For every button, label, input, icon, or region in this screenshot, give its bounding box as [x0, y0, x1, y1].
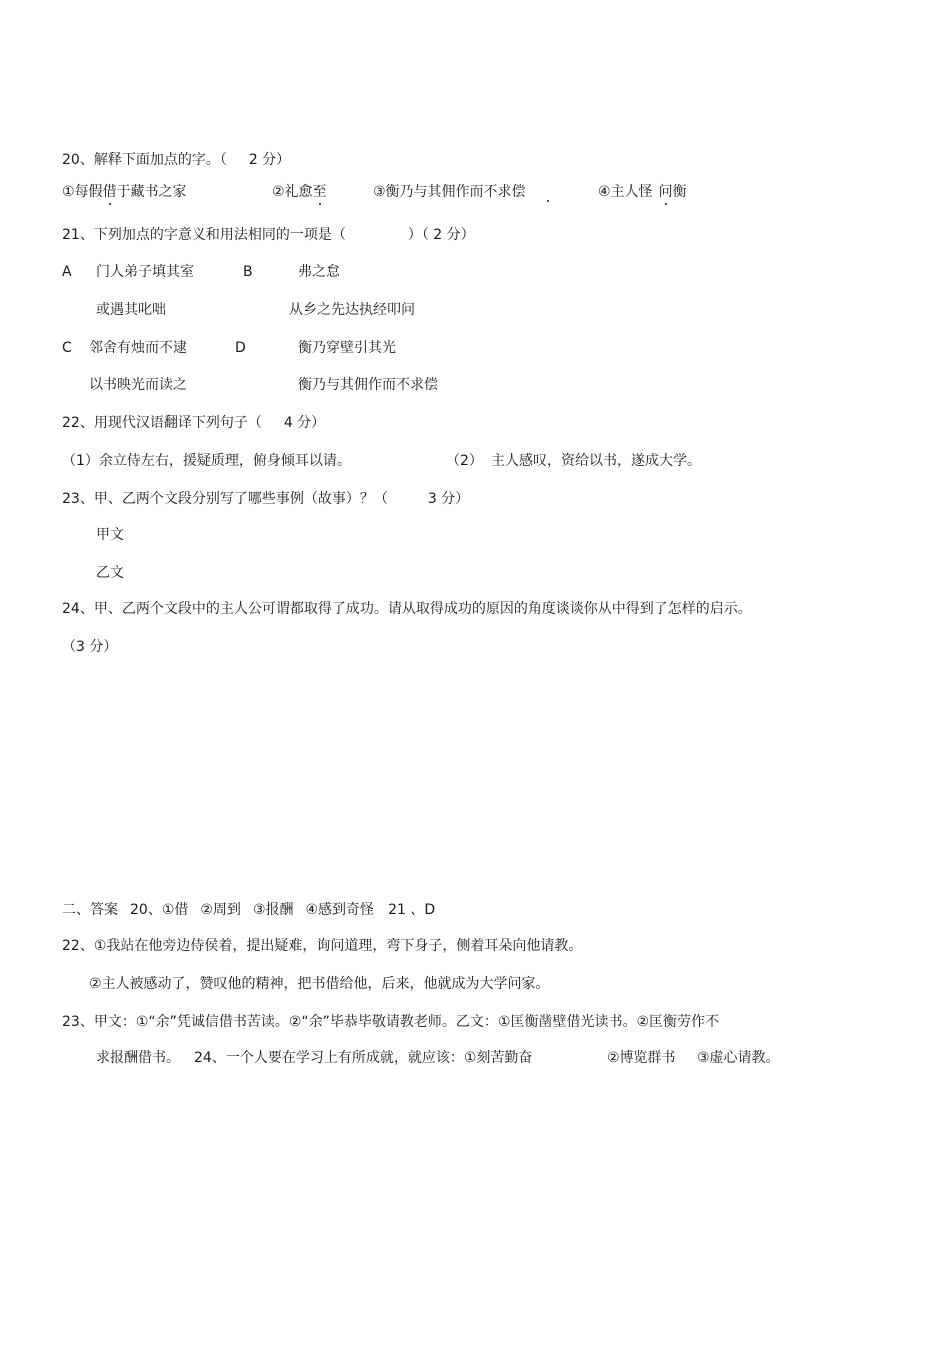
- q23-yi-label: 乙文: [96, 565, 124, 581]
- q22-sentence-2: 主人感叹，资给以书，遂成大学。: [491, 453, 701, 469]
- answer-21: 21 、D: [388, 902, 436, 918]
- answer-22-2: ②主人被感动了，赞叹他的精神，把书借给他，后来，他就成为大学问家。: [89, 976, 550, 992]
- answer-24-2: ②博览群书: [607, 1050, 676, 1066]
- q21-option-a-label: A: [62, 264, 72, 280]
- q20-item3-dot: [546, 183, 550, 202]
- answer-23-cont: 求报酬借书。: [96, 1050, 180, 1066]
- q21-option-d-label: D: [235, 340, 246, 356]
- q22-title: [62, 414, 325, 432]
- answers-line-5: [96, 1049, 532, 1067]
- q23-score: 3 分）: [427, 491, 470, 507]
- answer-22-1: 22、①我站在他旁边侍侯着，提出疑难，询问道理，弯下身子，侧着耳朵向他请教。: [62, 938, 583, 954]
- q20-item2-pre: ②礼愈: [272, 184, 313, 200]
- q20-item3-text: ③衡乃与其佣作而不求偿: [373, 184, 526, 200]
- answers-line-1: [62, 901, 435, 919]
- q21-title-text: 21、下列加点的字意义和用法相同的一项是（: [62, 227, 346, 243]
- q21-option-c-label: C: [62, 340, 72, 356]
- q24-score: （3 分）: [62, 639, 118, 655]
- q21-option-a-line2: 或遇其叱咄: [96, 302, 166, 318]
- q22-score: 4 分）: [283, 415, 326, 431]
- answer-20-2: ②周到: [200, 902, 241, 918]
- q20-item1-dotted: 借: [102, 184, 117, 200]
- q21-option-d-line1: 衡乃穿壁引其光: [298, 340, 396, 356]
- answer-24-1: 24、一个人要在学习上有所成就，就应该：①刻苦勤奋: [194, 1050, 533, 1066]
- q20-item1-pre: ①每假: [62, 184, 103, 200]
- answers-heading: 二、答案: [62, 902, 118, 918]
- q20-score: 2 分）: [248, 152, 291, 168]
- q20-item4-dotted: 问: [658, 184, 673, 200]
- q21-score: ）（ 2 分）: [407, 227, 475, 243]
- q21-option-c-line1: 邻舍有烛而不逮: [89, 340, 187, 356]
- answer-20-1: 20、①借: [130, 902, 189, 918]
- q20-item4: [598, 183, 687, 201]
- q22-title-text: 22、用现代汉语翻译下列句子（: [62, 415, 262, 431]
- q20-item4-post: 衡: [672, 184, 687, 200]
- q21-option-c-line2: 以书映光而读之: [89, 377, 187, 393]
- answer-23-line: 23、甲文：①“余”凭诚信借书苦读。②“余”毕恭毕敬请教老师。乙文：①匡衡凿壁借光读书。②匡衡劳作不: [62, 1014, 720, 1030]
- q20-item2: [272, 183, 327, 201]
- answer-20-4: ④感到奇怪: [305, 902, 375, 918]
- answer-24-3: ③虚心请教。: [697, 1050, 780, 1066]
- q20-title-text: 20、解释下面加点的字。（: [62, 152, 227, 168]
- q21-option-b-line1: 弗之怠: [298, 264, 340, 280]
- q20-item4-pre: ④主人怪: [598, 184, 653, 200]
- q20-item2-dotted: 至: [312, 184, 327, 200]
- q22-sentence-2-label: （2）: [446, 453, 483, 469]
- q21-option-a-line1: 门人弟子填其室: [96, 264, 194, 280]
- q21-option-b-label: B: [243, 264, 253, 280]
- q21-option-d-line2: 衡乃与其佣作而不求偿: [298, 377, 438, 393]
- q20-title: [62, 151, 290, 169]
- q23-title: [62, 490, 469, 508]
- q22-sentence-1: （1）余立侍左右，援疑质理，俯身倾耳以请。: [62, 453, 351, 469]
- q21-option-b-line2: 从乡之先达执经叩问: [289, 302, 415, 318]
- q20-items: [62, 183, 187, 201]
- q23-jia-label: 甲文: [96, 527, 124, 543]
- q21-title: [62, 226, 475, 244]
- q20-item1-post: 于藏书之家: [116, 184, 187, 200]
- q24-title: 24、甲、乙两个文段中的主人公可谓都取得了成功。请从取得成功的原因的角度谈谈你从中得到了怎样的启示。: [62, 601, 752, 617]
- q20-item3: [373, 183, 526, 201]
- q23-title-text: 23、甲、乙两个文段分别写了哪些事例（故事）？（: [62, 491, 388, 507]
- answer-20-3: ③报酬: [252, 902, 294, 918]
